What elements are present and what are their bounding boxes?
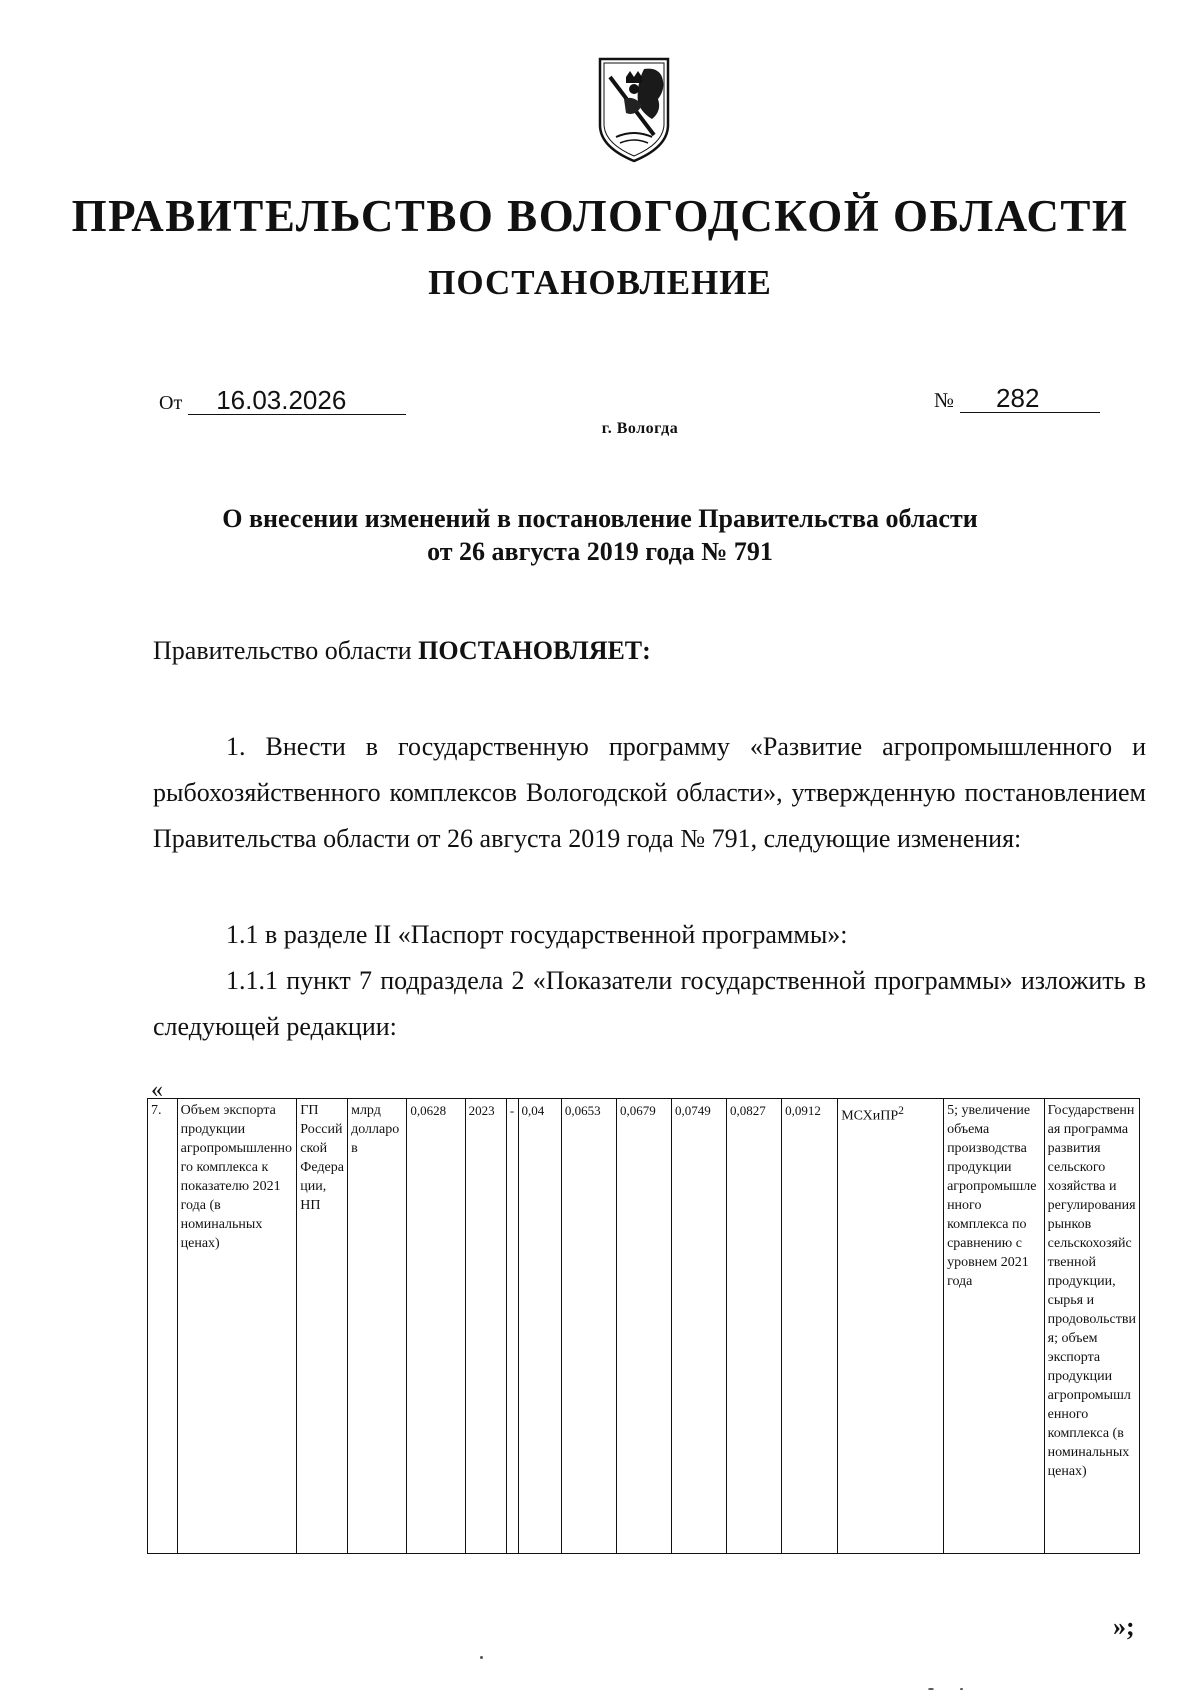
scan-speck <box>928 1688 934 1690</box>
cell-value-1: 0,04 <box>518 1099 561 1554</box>
government-title: ПРАВИТЕЛЬСТВО ВОЛОГОДСКОЙ ОБЛАСТИ <box>71 191 1129 241</box>
responsible-text: МСХиПР <box>841 1108 899 1124</box>
responsible-footnote: 2 <box>898 1104 904 1117</box>
city-name: г. Вологда <box>601 420 679 437</box>
cell-value-5: 0,0827 <box>727 1099 782 1554</box>
cell-dash: - <box>506 1099 518 1554</box>
cell-base-year: 2023 <box>465 1099 506 1554</box>
paragraph-1-1: 1.1 в разделе II «Паспорт государственной программы»: <box>226 920 848 949</box>
document-subject <box>0 502 1200 568</box>
date-label: От <box>159 392 183 414</box>
cell-goal-link: 5; увеличение объема производства продукции агропромышленного комплекса по сравнению с уровнем 2021 года <box>944 1099 1045 1554</box>
paragraph-1-1-1: 1.1.1 пункт 7 подраздела 2 «Показатели государственной программы» изложить в следующей редакции: <box>153 966 1146 1041</box>
cell-responsible <box>838 1099 944 1554</box>
intro-text: Правительство области <box>153 636 419 665</box>
date-value: 16.03.2026 <box>188 386 406 415</box>
number-value: 282 <box>960 384 1100 413</box>
quote-close: »; <box>1113 1612 1135 1641</box>
resolution-intro <box>153 628 1146 674</box>
subject-line-1: О внесении изменений в постановление Правительства области <box>222 504 978 533</box>
cell-unit: млрд долларов <box>348 1099 407 1554</box>
vologda-coat-of-arms-icon <box>596 55 672 165</box>
cell-value-2: 0,0653 <box>561 1099 616 1554</box>
indicator-table <box>147 1098 1140 1554</box>
table-row <box>148 1099 1140 1554</box>
cell-info-system: Государственная программа развития сельского хозяйства и регулирования рынков сельскохозяйственной продукции, сырья и продовольствия; объем экспорта продукции агропромышленного комплекса (в номинальных ценах) <box>1044 1099 1139 1554</box>
cell-base-value: 0,0628 <box>407 1099 465 1554</box>
paragraph-1: 1. Внести в государственную программу «Развитие агропромышленного и рыбохозяйственного комплексов Вологодской области», утвержденную постановлением Правительства области от 26 августа 2019 года № 791, следующие изменения: <box>153 732 1146 853</box>
document-date <box>159 386 406 418</box>
cell-number: 7. <box>148 1099 178 1554</box>
quote-open: « <box>151 1077 163 1103</box>
subject-line-2: от 26 августа 2019 года № 791 <box>427 537 773 566</box>
cell-value-6: 0,0912 <box>782 1099 838 1554</box>
cell-value-4: 0,0749 <box>672 1099 727 1554</box>
document-number <box>934 384 1100 415</box>
cell-indicator-name: Объем экспорта продукции агропромышленного комплекса к показателю 2021 года (в номинальных ценах) <box>177 1099 297 1554</box>
document-type: ПОСТАНОВЛЕНИЕ <box>428 263 772 302</box>
cell-value-3: 0,0679 <box>616 1099 671 1554</box>
scan-speck <box>960 1688 963 1690</box>
number-label: № <box>934 388 955 412</box>
scan-speck <box>480 1656 483 1659</box>
intro-resolves: ПОСТАНОВЛЯЕТ: <box>418 636 651 665</box>
cell-level: ГП Российской Федерации, НП <box>297 1099 348 1554</box>
city <box>0 420 1200 438</box>
